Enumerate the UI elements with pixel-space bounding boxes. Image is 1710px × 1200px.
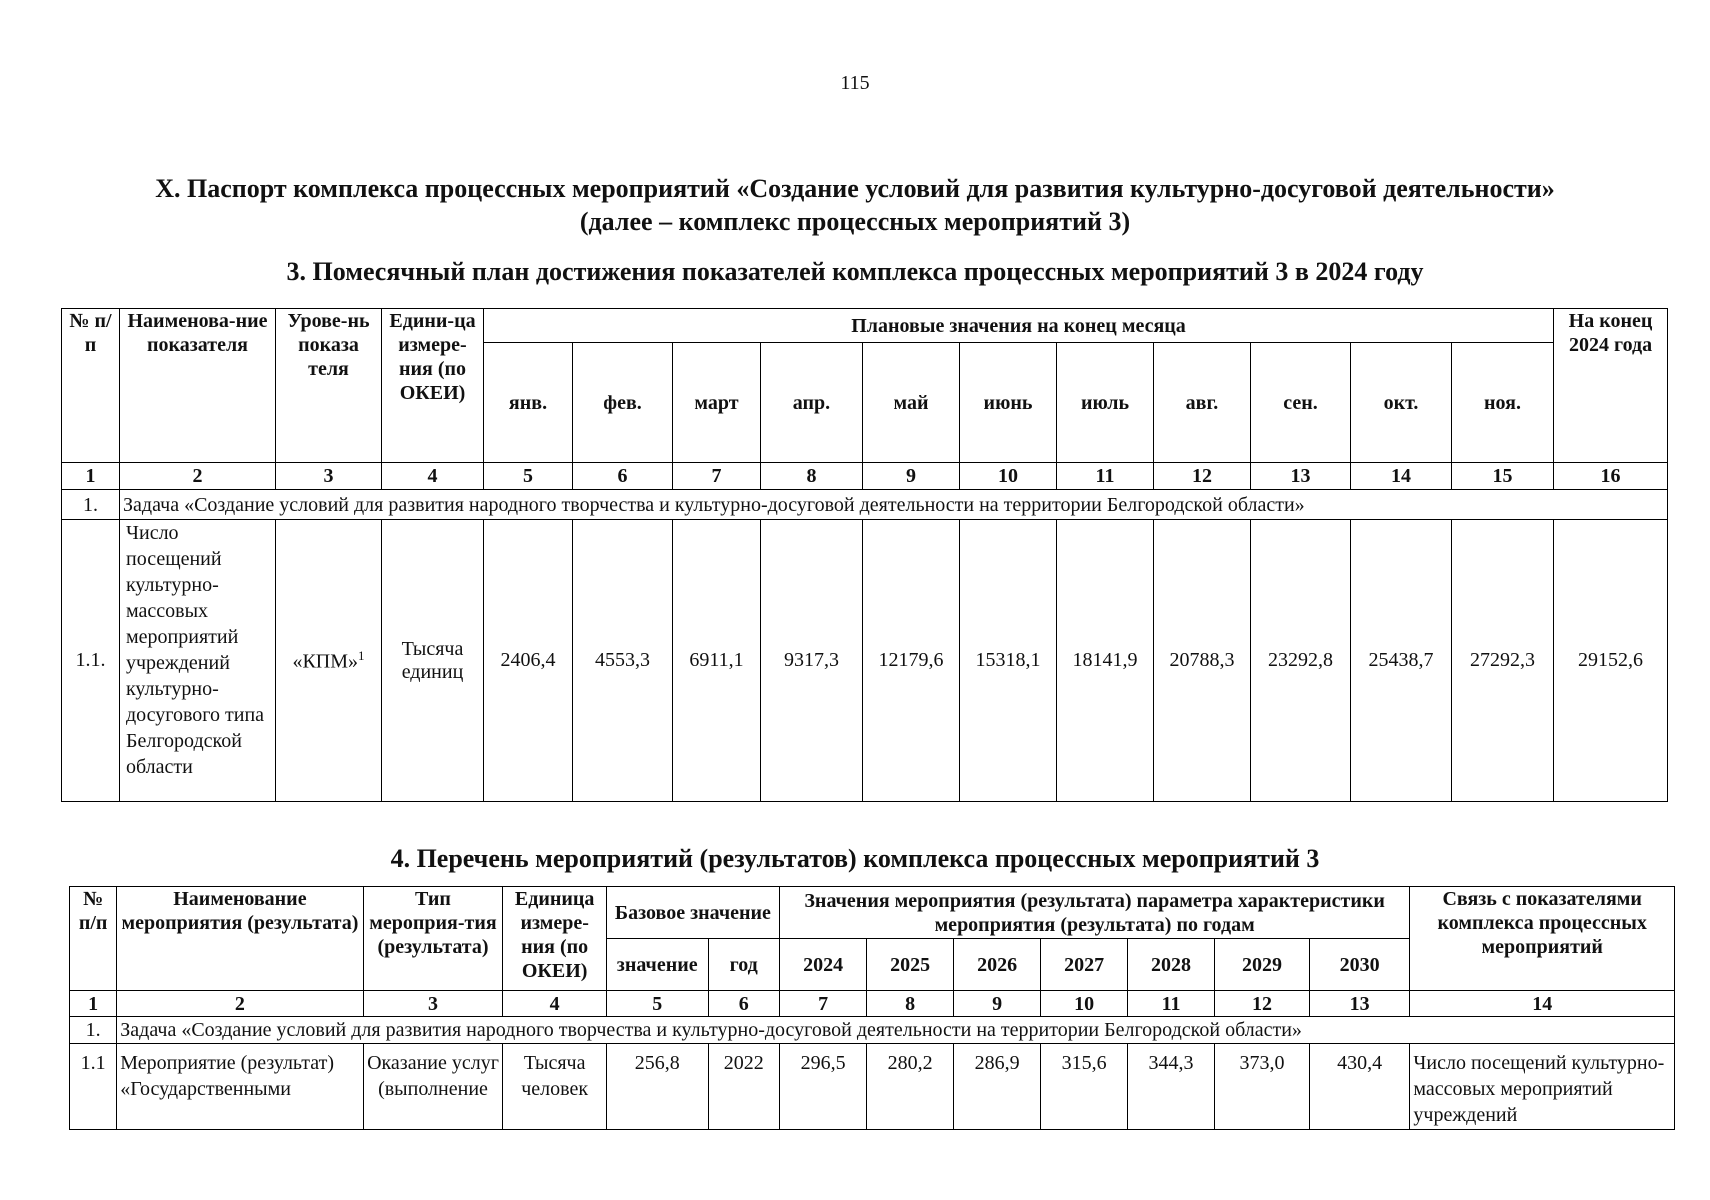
end-year-value: 29152,6 <box>1554 520 1668 802</box>
column-number: 14 <box>1410 991 1675 1017</box>
column-number: 6 <box>708 991 779 1017</box>
month-value: 15318,1 <box>960 520 1057 802</box>
header-name: Наименова-ние показателя <box>120 309 276 463</box>
header-month: фев. <box>573 343 673 463</box>
column-number: 11 <box>1127 991 1214 1017</box>
column-number: 9 <box>863 463 960 490</box>
header-month: окт. <box>1351 343 1452 463</box>
header-link: Связь с показателями комплекса процессных мероприятий <box>1410 887 1675 991</box>
year-value: 296,5 <box>779 1044 866 1130</box>
page-number: 115 <box>840 72 870 94</box>
column-number: 5 <box>606 991 708 1017</box>
header-num: № п/п <box>70 887 117 991</box>
month-value: 25438,7 <box>1351 520 1452 802</box>
header-num: № п/п <box>62 309 120 463</box>
column-number: 15 <box>1452 463 1554 490</box>
header-year: 2027 <box>1041 939 1127 991</box>
month-value: 27292,3 <box>1452 520 1554 802</box>
header-month: ноя. <box>1452 343 1554 463</box>
base-value: 256,8 <box>606 1044 708 1130</box>
task-text: Задача «Создание условий для развития народного творчества и культурно-досуговой деятельности на территории Белгородской области» <box>117 1017 1675 1044</box>
column-number: 16 <box>1554 463 1668 490</box>
month-value: 9317,3 <box>761 520 863 802</box>
column-number: 1 <box>62 463 120 490</box>
column-number: 6 <box>573 463 673 490</box>
column-number: 7 <box>673 463 761 490</box>
header-unit: Едини-ца измере-ния (по ОКЕИ) <box>382 309 484 463</box>
header-year: 2026 <box>953 939 1040 991</box>
row-num: 1.1 <box>70 1044 117 1130</box>
monthly-plan-table <box>61 308 1668 802</box>
year-value: 286,9 <box>953 1044 1040 1130</box>
header-year: 2025 <box>867 939 953 991</box>
month-value: 2406,4 <box>484 520 573 802</box>
year-value: 280,2 <box>867 1044 953 1130</box>
year-value: 373,0 <box>1215 1044 1310 1130</box>
column-number: 1 <box>70 991 117 1017</box>
row-num: 1.1. <box>62 520 120 802</box>
header-month: июль <box>1057 343 1154 463</box>
document-title <box>40 172 1670 238</box>
header-base: Базовое значение <box>606 887 779 939</box>
month-value: 20788,3 <box>1154 520 1251 802</box>
month-value: 6911,1 <box>673 520 761 802</box>
header-type: Тип мероприя-тия (результата) <box>363 887 503 991</box>
year-value: 430,4 <box>1309 1044 1410 1130</box>
column-number: 14 <box>1351 463 1452 490</box>
header-level: Урове-нь показа теля <box>276 309 382 463</box>
footnote-mark: 1 <box>358 647 365 663</box>
header-base-year: год <box>708 939 779 991</box>
header-activity-name: Наименование мероприятия (результата) <box>117 887 363 991</box>
indicator-level-text: «КПМ» <box>292 650 359 673</box>
header-year: 2029 <box>1215 939 1310 991</box>
column-number: 4 <box>503 991 607 1017</box>
month-value: 18141,9 <box>1057 520 1154 802</box>
header-month: сен. <box>1251 343 1351 463</box>
activities-table <box>69 886 1675 1130</box>
indicator-unit: Тысяча единиц <box>382 520 484 802</box>
header-unit: Единица измере-ния (по ОКЕИ) <box>503 887 607 991</box>
header-month: июнь <box>960 343 1057 463</box>
header-month: май <box>863 343 960 463</box>
month-value: 4553,3 <box>573 520 673 802</box>
column-number: 5 <box>484 463 573 490</box>
column-number: 13 <box>1251 463 1351 490</box>
activity-type: Оказание услуг (выполнение <box>363 1044 503 1130</box>
title-line-2: (далее – комплекс процессных мероприятий 3) <box>579 207 1131 236</box>
header-base-value: значение <box>606 939 708 991</box>
column-number: 7 <box>779 991 866 1017</box>
column-number: 4 <box>382 463 484 490</box>
task-num: 1. <box>70 1017 117 1044</box>
column-number: 11 <box>1057 463 1154 490</box>
task-num: 1. <box>62 490 120 520</box>
year-value: 344,3 <box>1127 1044 1214 1130</box>
header-month: март <box>673 343 761 463</box>
header-values-by-year: Значения мероприятия (результата) параметра характеристики мероприятия (результата) по годам <box>779 887 1410 939</box>
task-text: Задача «Создание условий для развития народного творчества и культурно-досуговой деятельности на территории Белгородской области» <box>120 490 1668 520</box>
section-4-title: 4. Перечень мероприятий (результатов) комплекса процессных мероприятий 3 <box>390 844 1320 873</box>
section-3-title: 3. Помесячный план достижения показателей комплекса процессных мероприятий 3 в 2024 году <box>286 257 1424 286</box>
column-number: 2 <box>117 991 363 1017</box>
column-number: 9 <box>953 991 1040 1017</box>
linked-indicator: Число посещений культурно-массовых мероприятий учреждений <box>1410 1044 1675 1130</box>
title-line-1: X. Паспорт комплекса процессных мероприятий «Создание условий для развития культурно-досуговой деятельности» <box>155 174 1555 203</box>
header-year: 2030 <box>1309 939 1410 991</box>
month-value: 23292,8 <box>1251 520 1351 802</box>
indicator-level <box>276 520 382 802</box>
activity-name: Мероприятие (результат) «Государственными <box>117 1044 363 1130</box>
header-year: 2024 <box>779 939 866 991</box>
column-number: 10 <box>1041 991 1127 1017</box>
base-year: 2022 <box>708 1044 779 1130</box>
column-number: 3 <box>363 991 503 1017</box>
indicator-name: Число посещений культурно-массовых мероприятий учреждений культурно-досугового типа Белгородской области <box>120 520 276 802</box>
year-value: 315,6 <box>1041 1044 1127 1130</box>
column-number: 3 <box>276 463 382 490</box>
header-month: апр. <box>761 343 863 463</box>
column-number: 10 <box>960 463 1057 490</box>
column-number: 12 <box>1215 991 1310 1017</box>
month-value: 12179,6 <box>863 520 960 802</box>
column-number: 8 <box>761 463 863 490</box>
column-number: 12 <box>1154 463 1251 490</box>
header-year: 2028 <box>1127 939 1214 991</box>
column-number: 13 <box>1309 991 1410 1017</box>
activity-unit: Тысяча человек <box>503 1044 607 1130</box>
header-month: авг. <box>1154 343 1251 463</box>
header-end-year: На конец 2024 года <box>1554 309 1668 463</box>
column-number: 8 <box>867 991 953 1017</box>
header-month: янв. <box>484 343 573 463</box>
header-plan: Плановые значения на конец месяца <box>484 309 1554 343</box>
column-number: 2 <box>120 463 276 490</box>
